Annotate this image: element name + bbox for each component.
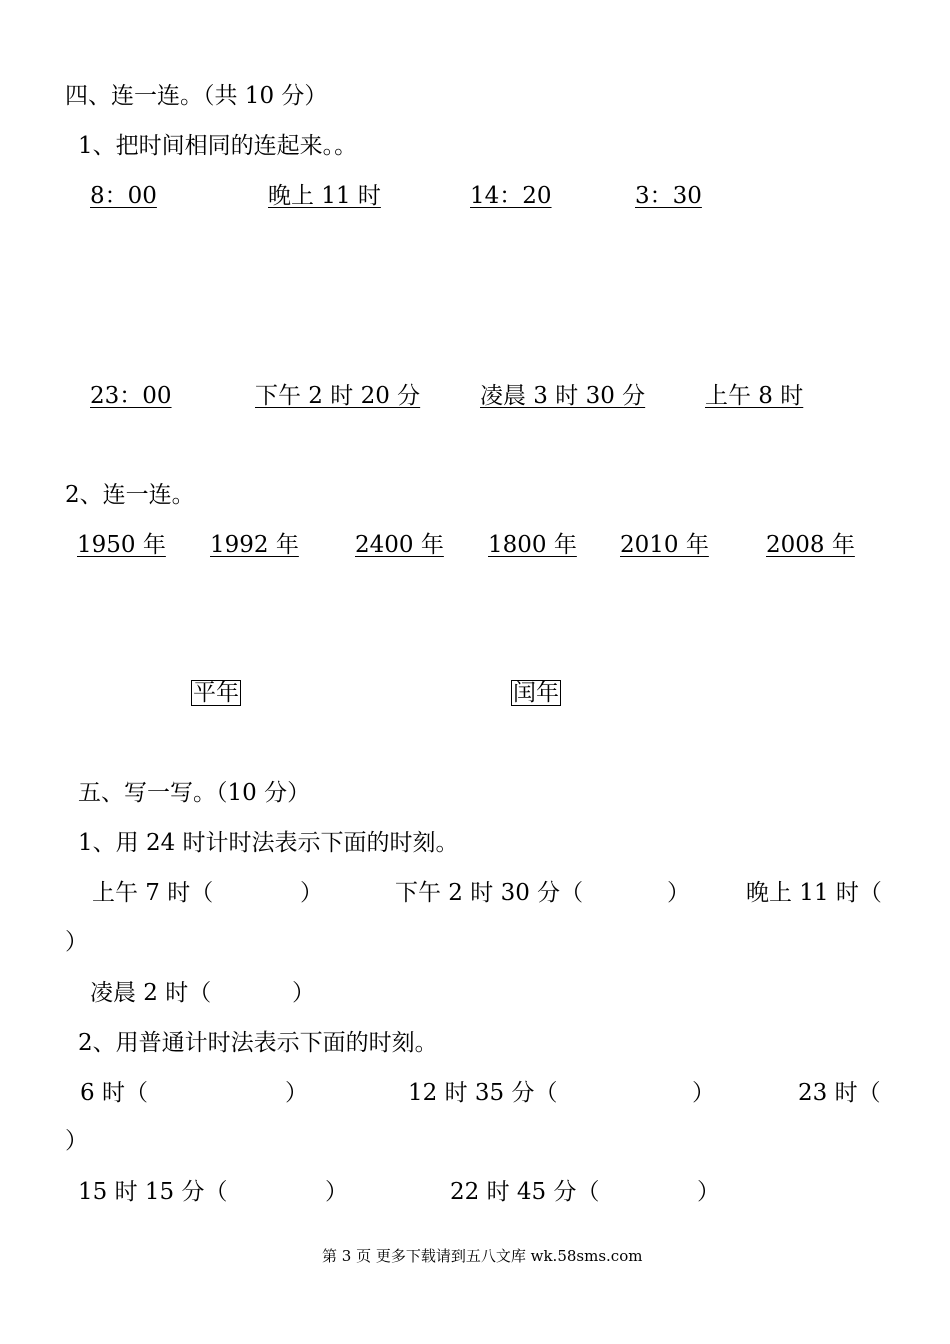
s5-q2-prompt: 2、用普通计时法表示下面的时刻。: [78, 1030, 438, 1056]
match-top-item: 8：00: [90, 183, 157, 209]
year-item: 2400 年: [355, 532, 444, 558]
match-top-item: 晚上 11 时: [268, 183, 381, 209]
page-footer: 第 3 页 更多下载请到五八文库 wk.58sms.com: [322, 1247, 643, 1265]
answer-item: 6 时（: [80, 1080, 148, 1106]
common-year-box: 平年: [193, 680, 239, 706]
answer-item: 下午 2 时 30 分（: [395, 880, 584, 906]
answer-close-paren: ）: [325, 1179, 348, 1205]
match-top-item: 14：20: [470, 183, 552, 209]
section4-title: 四、连一连。（共 10 分）: [65, 83, 328, 109]
answer-close-paren: ）: [300, 880, 323, 906]
answer-close-paren: ）: [667, 880, 690, 906]
s5-q1-prompt: 1、用 24 时计时法表示下面的时刻。: [78, 830, 459, 856]
q1-prompt: 1、把时间相同的连起来。。: [78, 133, 358, 159]
answer-item: 晚上 11 时（: [746, 880, 882, 906]
answer-close-paren: ）: [65, 1128, 88, 1154]
answer-close-paren: ）: [65, 929, 88, 955]
answer-close-paren: ）: [692, 1080, 715, 1106]
match-bottom-item: 上午 8 时: [705, 383, 804, 409]
q2-prompt: 2、连一连。: [65, 482, 195, 508]
year-item: 1950 年: [77, 532, 166, 558]
leap-year-box: 闰年: [513, 680, 559, 706]
answer-item: 凌晨 2 时（: [90, 980, 212, 1006]
year-item: 2008 年: [766, 532, 855, 558]
answer-close-paren: ）: [285, 1080, 308, 1106]
year-item: 1800 年: [488, 532, 577, 558]
match-top-item: 3：30: [635, 183, 702, 209]
answer-item: 15 时 15 分（: [78, 1179, 228, 1205]
answer-item: 上午 7 时（: [92, 880, 214, 906]
year-item: 1992 年: [210, 532, 299, 558]
answer-close-paren: ）: [292, 980, 315, 1006]
answer-close-paren: ）: [697, 1179, 720, 1205]
answer-item: 23 时（: [798, 1080, 881, 1106]
answer-item: 12 时 35 分（: [408, 1080, 558, 1106]
match-bottom-item: 23：00: [90, 383, 172, 409]
match-bottom-item: 下午 2 时 20 分: [255, 383, 421, 409]
year-item: 2010 年: [620, 532, 709, 558]
match-bottom-item: 凌晨 3 时 30 分: [480, 383, 646, 409]
section5-title: 五、写一写。（10 分）: [78, 780, 311, 806]
answer-item: 22 时 45 分（: [450, 1179, 600, 1205]
